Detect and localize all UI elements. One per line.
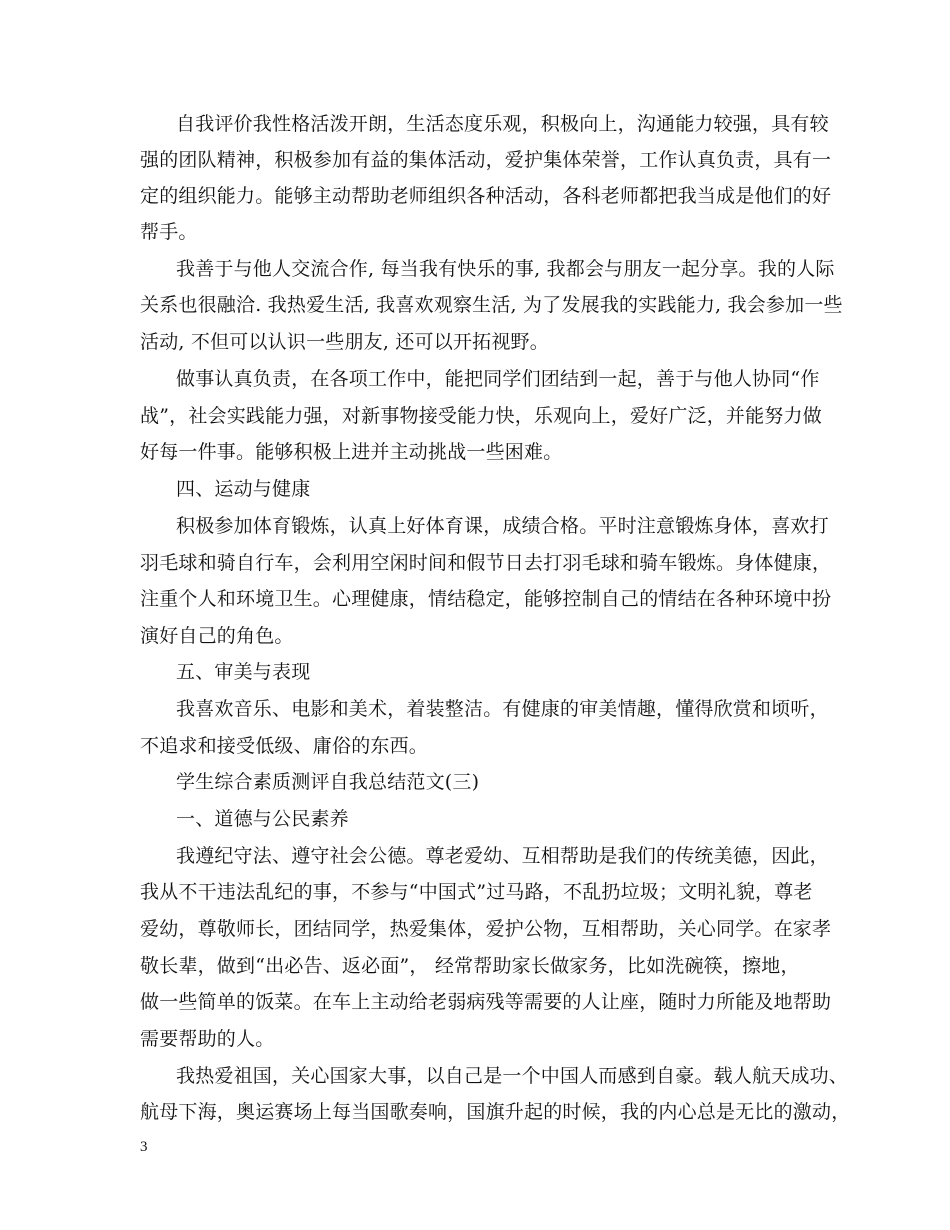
paragraph-line: 我善于与他人交流合作, 每当我有快乐的事, 我都会与朋友一起分享。我的人际	[176, 258, 835, 280]
paragraph-line: 演好自己的角色。	[140, 625, 294, 647]
paragraph-line: 做一些简单的饭菜。在车上主动给老弱病残等需要的人让座，随时力所能及地帮助	[140, 991, 832, 1013]
document-title: 学生综合素质测评自我总结范文(三)	[176, 771, 480, 793]
paragraph-line: 活动, 不但可以认识一些朋友, 还可以开拓视野。	[140, 331, 549, 353]
paragraph-line: 积极参加体育锻炼，认真上好体育课，成绩合格。平时注意锻炼身体，喜欢打	[176, 515, 829, 537]
section-heading: 一、道德与公民素养	[176, 808, 349, 830]
paragraph-line: 不追求和接受低级、庸俗的东西。	[140, 735, 429, 757]
paragraph-line: 战”，社会实践能力强，对新事物接受能力快，乐观向上，爱好广泛，并能努力做	[140, 405, 822, 427]
paragraph-line: 我热爱祖国，关心国家大事，以自己是一个中国人而感到自豪。载人航天成功、	[176, 1065, 849, 1087]
paragraph-line: 好每一件事。能够积极上进并主动挑战一些困难。	[140, 441, 563, 463]
page-number: 3	[140, 1139, 148, 1155]
paragraph-line: 定的组织能力。能够主动帮助老师组织各种活动，各科老师都把我当成是他们的好	[140, 185, 832, 207]
paragraph-line: 自我评价我性格活泼开朗，生活态度乐观，积极向上，沟通能力较强，具有较	[176, 113, 829, 135]
paragraph-line: 做事认真负责，在各项工作中，能把同学们团结到一起，善于与他人协同“作	[176, 368, 820, 390]
section-heading: 四、运动与健康	[176, 478, 311, 500]
paragraph-line: 我从不干违法乱纪的事，不参与“中国式”过马路，不乱扔垃圾；文明礼貌，尊老	[140, 881, 813, 903]
paragraph-line: 我遵纪守法、遵守社会公德。尊老爱幼、互相帮助是我们的传统美德，因此，	[176, 845, 829, 867]
paragraph-line: 我喜欢音乐、电影和美术，着装整洁。有健康的审美情趣，懂得欣赏和顷听，	[176, 698, 829, 720]
paragraph-line: 羽毛球和骑自行车，会利用空闲时间和假节日去打羽毛球和骑车锻炼。身体健康，	[140, 552, 832, 574]
paragraph-line: 需要帮助的人。	[140, 1028, 275, 1050]
paragraph-line: 敬长辈，做到“出必告、返必面”， 经常帮助家长做家务，比如洗碗筷，擦地，	[140, 955, 800, 977]
paragraph-line: 帮手。	[140, 221, 198, 243]
paragraph-line: 关系也很融洽. 我热爱生活, 我喜欢观察生活, 为了发展我的实践能力, 我会参加一些	[140, 294, 843, 316]
paragraph-line: 强的团队精神，积极参加有益的集体活动，爱护集体荣誉，工作认真负责，具有一	[140, 149, 832, 171]
section-heading: 五、审美与表现	[176, 661, 311, 683]
paragraph-line: 爱幼，尊敬师长，团结同学，热爱集体，爱护公物，互相帮助，关心同学。在家孝	[140, 918, 832, 940]
paragraph-line: 航母下海，奥运赛场上每当国歌奏响，国旗升起的时候，我的内心总是无比的激动，	[140, 1101, 851, 1123]
paragraph-line: 注重个人和环境卫生。心理健康，情结稳定，能够控制自己的情结在各种环境中扮	[140, 588, 832, 610]
